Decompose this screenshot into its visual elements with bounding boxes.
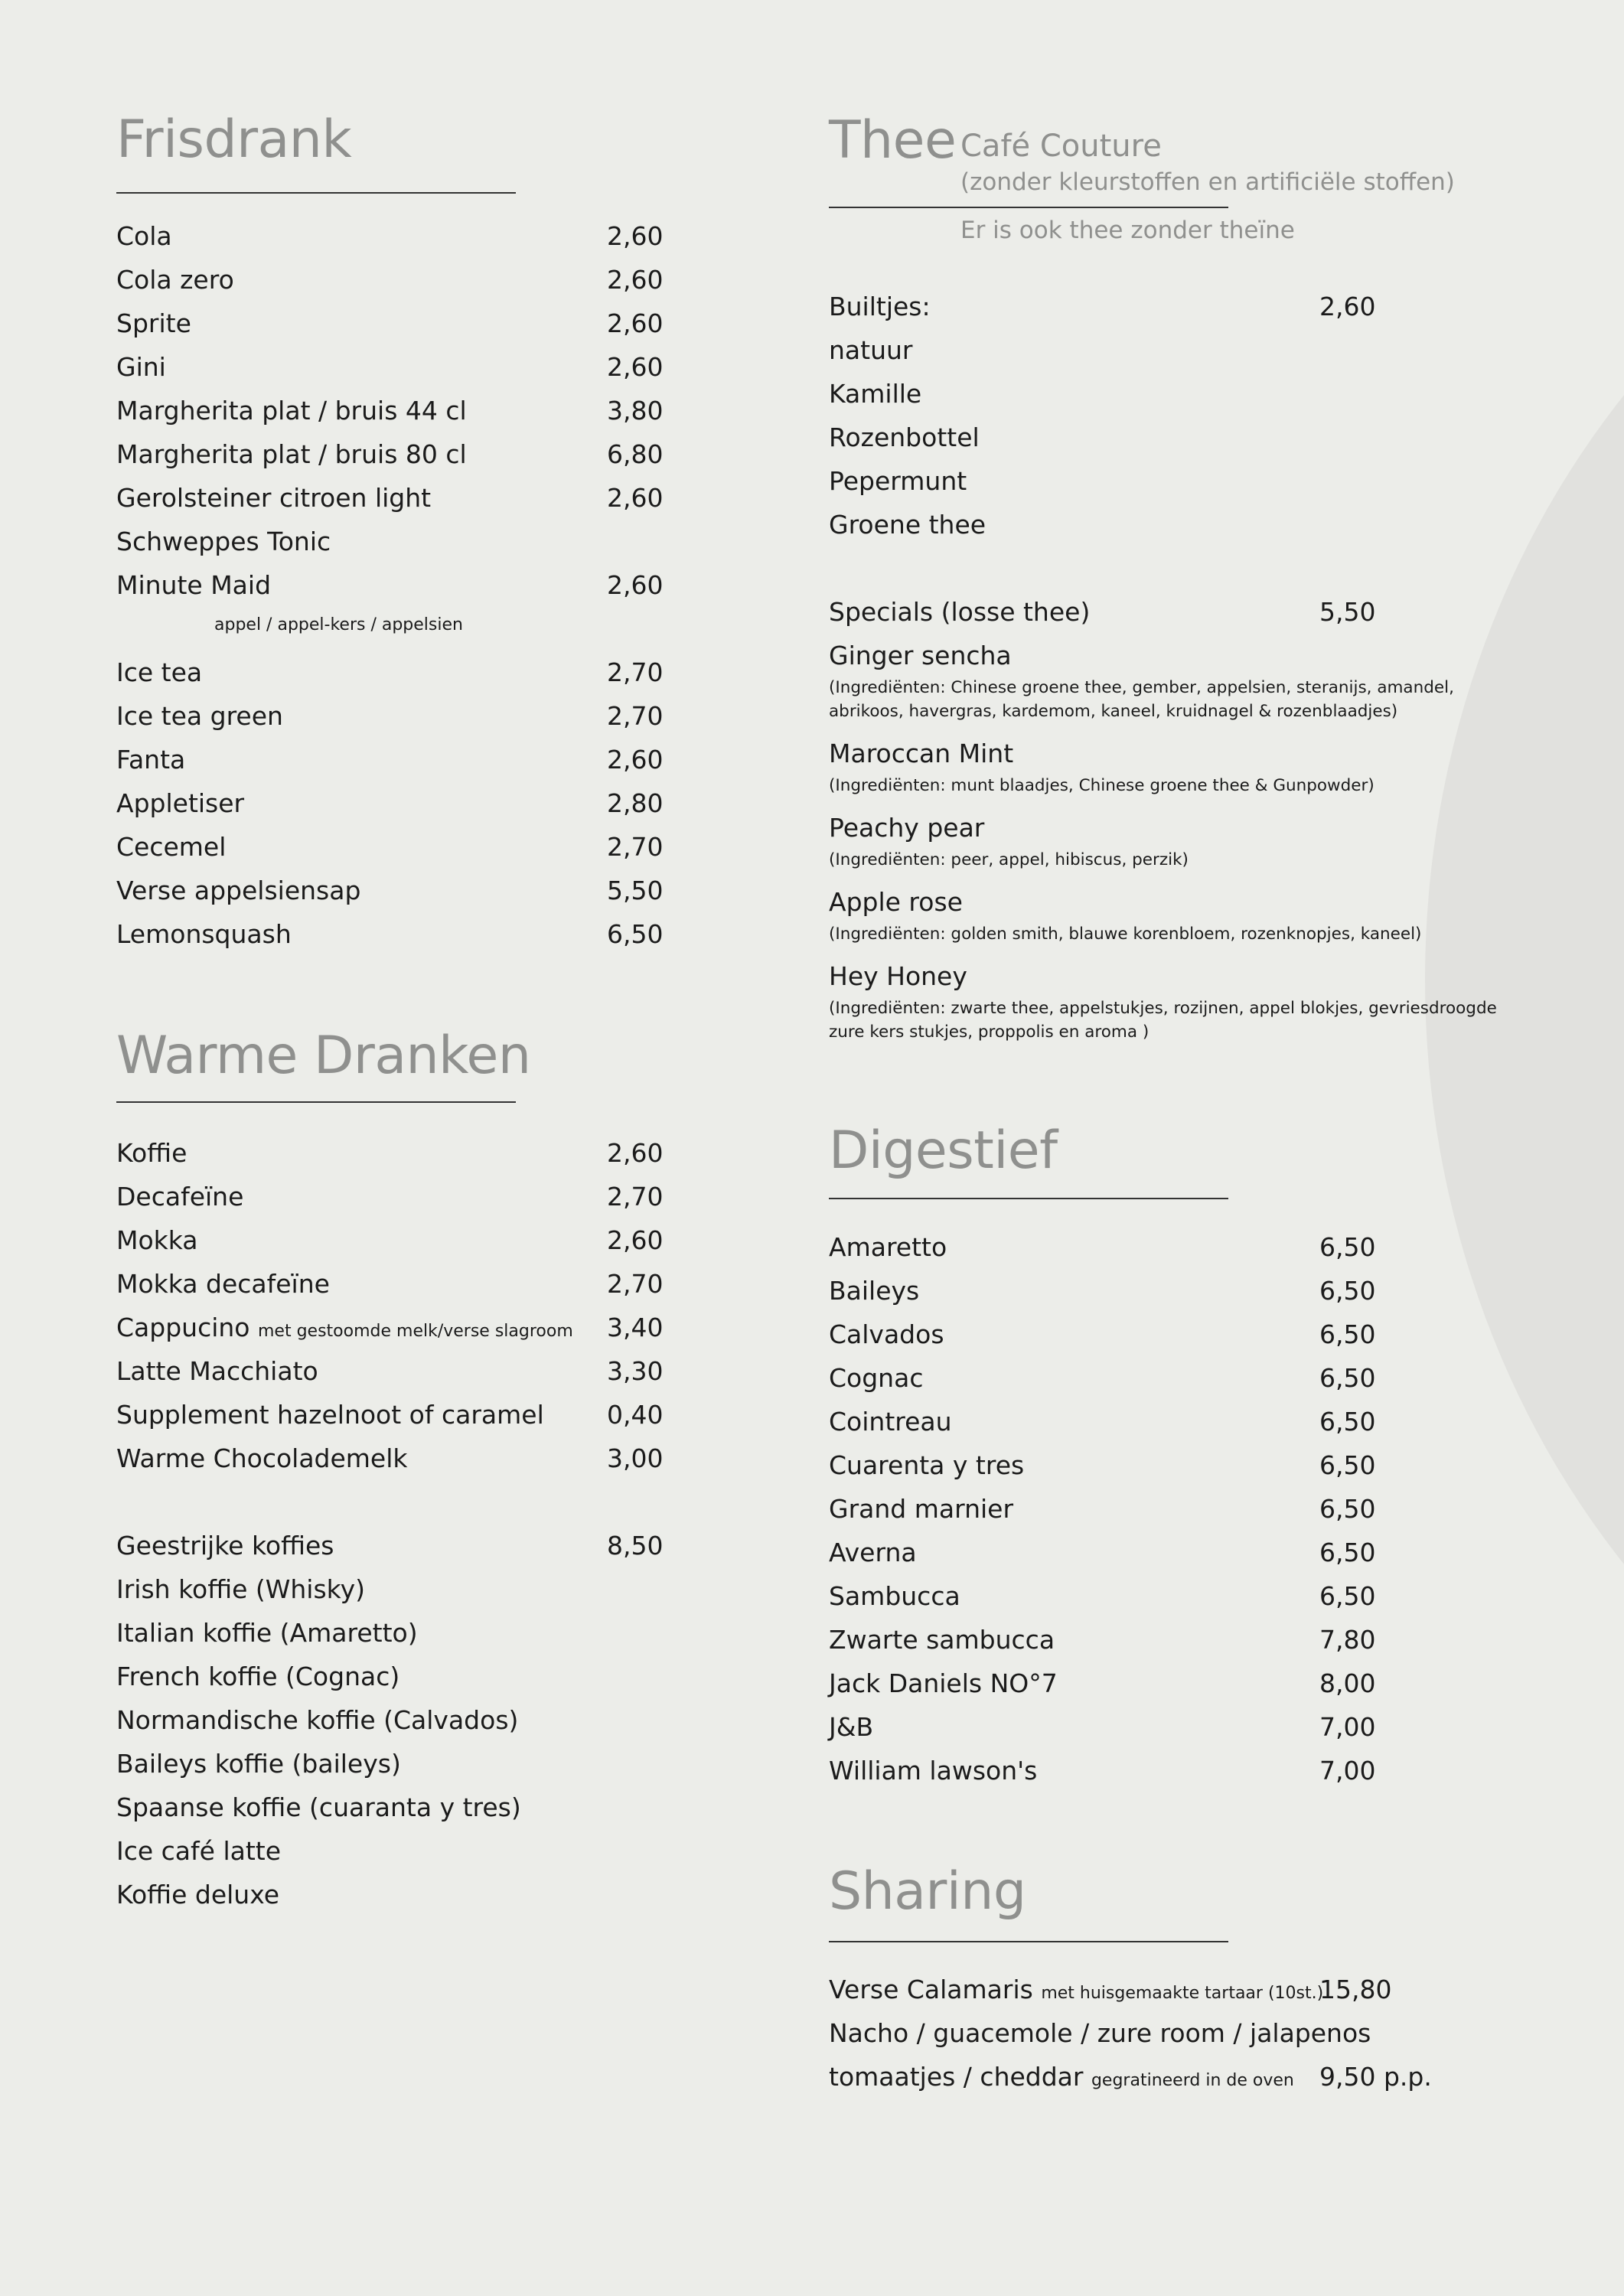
warme-row: Koffie 2,60 xyxy=(116,1138,664,1168)
nacho-line2: tomaatjes / cheddar gegratineerd in de oven 9,50 p.p. xyxy=(829,2062,1432,2092)
frisdrank-row: Sprite 2,60 xyxy=(116,308,664,338)
warme-row: Cappucino met gestoomde melk/verse slagroom 3,40 xyxy=(116,1313,664,1342)
digestief-row: Baileys 6,50 xyxy=(829,1276,1376,1306)
special-name: Ginger sencha xyxy=(829,641,1012,670)
geestrijke-item: Irish koffie (Whisky) xyxy=(116,1574,366,1604)
digestief-row: Sambucca 6,50 xyxy=(829,1581,1376,1611)
calamaris-note: met huisgemaakte tartaar (10st.) xyxy=(1041,1984,1324,2003)
nacho-line1: Nacho / guacemole / zure room / jalapenos xyxy=(829,2018,1371,2048)
geestrijke-item: Italian koffie (Amaretto) xyxy=(116,1618,418,1648)
frisdrank-rule xyxy=(116,192,516,194)
special-ingredients: (Ingrediënten: peer, appel, hibiscus, perzik) xyxy=(829,850,1189,869)
builtjes-item: Pepermunt xyxy=(829,466,967,496)
digestief-row: Zwarte sambucca 7,80 xyxy=(829,1625,1376,1655)
thee-title: Thee xyxy=(829,110,957,171)
geestrijke-item: Normandische koffie (Calvados) xyxy=(116,1705,519,1735)
special-name: Hey Honey xyxy=(829,961,967,991)
frisdrank-row: Cola zero 2,60 xyxy=(116,265,664,295)
thee-rule xyxy=(829,207,1228,208)
cappucino-note: met gestoomde melk/verse slagroom xyxy=(258,1322,573,1341)
frisdrank-row: Margherita plat / bruis 44 cl 3,80 xyxy=(116,396,664,426)
warme-row: Mokka 2,60 xyxy=(116,1225,664,1255)
geestrijke-row: Geestrijke koffies 8,50 xyxy=(116,1531,664,1561)
special-ingredients: (Ingrediënten: munt blaadjes, Chinese groene thee & Gunpowder) xyxy=(829,776,1375,795)
special-name: Peachy pear xyxy=(829,813,985,843)
frisdrank-row: Appletiser 2,80 xyxy=(116,788,664,818)
special-name: Maroccan Mint xyxy=(829,739,1014,768)
builtjes-item: Kamille xyxy=(829,379,922,409)
sharing-title: Sharing xyxy=(829,1861,1026,1922)
geestrijke-item: Ice café latte xyxy=(116,1836,282,1866)
frisdrank-row: Margherita plat / bruis 80 cl 6,80 xyxy=(116,439,664,469)
frisdrank-row: Fanta 2,60 xyxy=(116,745,664,775)
specials-row: Specials (losse thee) 5,50 xyxy=(829,597,1376,627)
thee-brand-sub: (zonder kleurstoffen en artificiële stoffen) xyxy=(960,168,1455,196)
frisdrank-title: Frisdrank xyxy=(116,109,352,170)
digestief-row: Cuarenta y tres 6,50 xyxy=(829,1450,1376,1480)
builtjes-row: Builtjes: 2,60 xyxy=(829,292,1376,321)
geestrijke-item: Spaanse koffie (cuaranta y tres) xyxy=(116,1792,521,1822)
digestief-row: J&B 7,00 xyxy=(829,1712,1376,1742)
frisdrank-row: Minute Maid 2,60 xyxy=(116,570,664,600)
warme-dranken-rule xyxy=(116,1101,516,1103)
builtjes-item: Rozenbottel xyxy=(829,422,980,452)
geestrijke-item: Koffie deluxe xyxy=(116,1880,280,1910)
digestief-row: Amaretto 6,50 xyxy=(829,1232,1376,1262)
digestief-row: Cognac 6,50 xyxy=(829,1363,1376,1393)
thee-brand: Café Couture xyxy=(960,129,1162,164)
frisdrank-row: Cecemel 2,70 xyxy=(116,832,664,862)
frisdrank-row: Schweppes Tonic xyxy=(116,527,331,556)
warme-row: Mokka decafeïne 2,70 xyxy=(116,1269,664,1299)
frisdrank-row: Gini 2,60 xyxy=(116,352,664,382)
frisdrank-row: Verse appelsiensap 5,50 xyxy=(116,876,664,905)
builtjes-item: natuur xyxy=(829,335,913,365)
geestrijke-item: Baileys koffie (baileys) xyxy=(116,1749,401,1779)
builtjes-item: Groene thee xyxy=(829,510,986,540)
digestief-row: Calvados 6,50 xyxy=(829,1319,1376,1349)
background-circle xyxy=(1425,99,1624,1860)
warme-row: Latte Macchiato 3,30 xyxy=(116,1356,664,1386)
warme-dranken-title: Warme Dranken xyxy=(116,1026,531,1086)
frisdrank-row: Ice tea green 2,70 xyxy=(116,701,664,731)
digestief-title: Digestief xyxy=(829,1120,1058,1181)
digestief-row: Averna 6,50 xyxy=(829,1538,1376,1567)
thee-theine-note: Er is ook thee zonder theïne xyxy=(960,217,1295,244)
calamaris-row: Verse Calamaris met huisgemaakte tartaar (10st.) 15,80 xyxy=(829,1975,1392,2004)
minute-maid-note: appel / appel-kers / appelsien xyxy=(214,615,463,634)
warme-row: Warme Chocolademelk 3,00 xyxy=(116,1443,664,1473)
digestief-row: Grand marnier 6,50 xyxy=(829,1494,1376,1524)
frisdrank-row: Lemonsquash 6,50 xyxy=(116,919,664,949)
digestief-row: Cointreau 6,50 xyxy=(829,1407,1376,1437)
frisdrank-row: Ice tea 2,70 xyxy=(116,657,664,687)
frisdrank-row: Gerolsteiner citroen light 2,60 xyxy=(116,483,664,513)
special-ingredients: (Ingrediënten: Chinese groene thee, gember, appelsien, steranijs, amandel, abrikoos, havergras, kardemom, kaneel, kruidnagel & rozenblaadjes) xyxy=(829,678,1454,721)
warme-row: Decafeïne 2,70 xyxy=(116,1182,664,1212)
geestrijke-item: French koffie (Cognac) xyxy=(116,1662,400,1691)
digestief-rule xyxy=(829,1198,1228,1199)
special-name: Apple rose xyxy=(829,887,963,917)
warme-row: Supplement hazelnoot of caramel 0,40 xyxy=(116,1400,664,1430)
nacho-note: gegratineerd in de oven xyxy=(1091,2071,1294,2090)
special-ingredients: (Ingrediënten: golden smith, blauwe korenbloem, rozenknopjes, kaneel) xyxy=(829,925,1422,944)
digestief-row: Jack Daniels NO°7 8,00 xyxy=(829,1668,1376,1698)
special-ingredients: (Ingrediënten: zwarte thee, appelstukjes, rozijnen, appel blokjes, gevriesdroogde zure kers stukjes, proppolis en aroma ) xyxy=(829,999,1497,1042)
sharing-rule xyxy=(829,1941,1228,1942)
frisdrank-row: Cola 2,60 xyxy=(116,221,664,251)
digestief-row: William lawson's 7,00 xyxy=(829,1756,1376,1786)
